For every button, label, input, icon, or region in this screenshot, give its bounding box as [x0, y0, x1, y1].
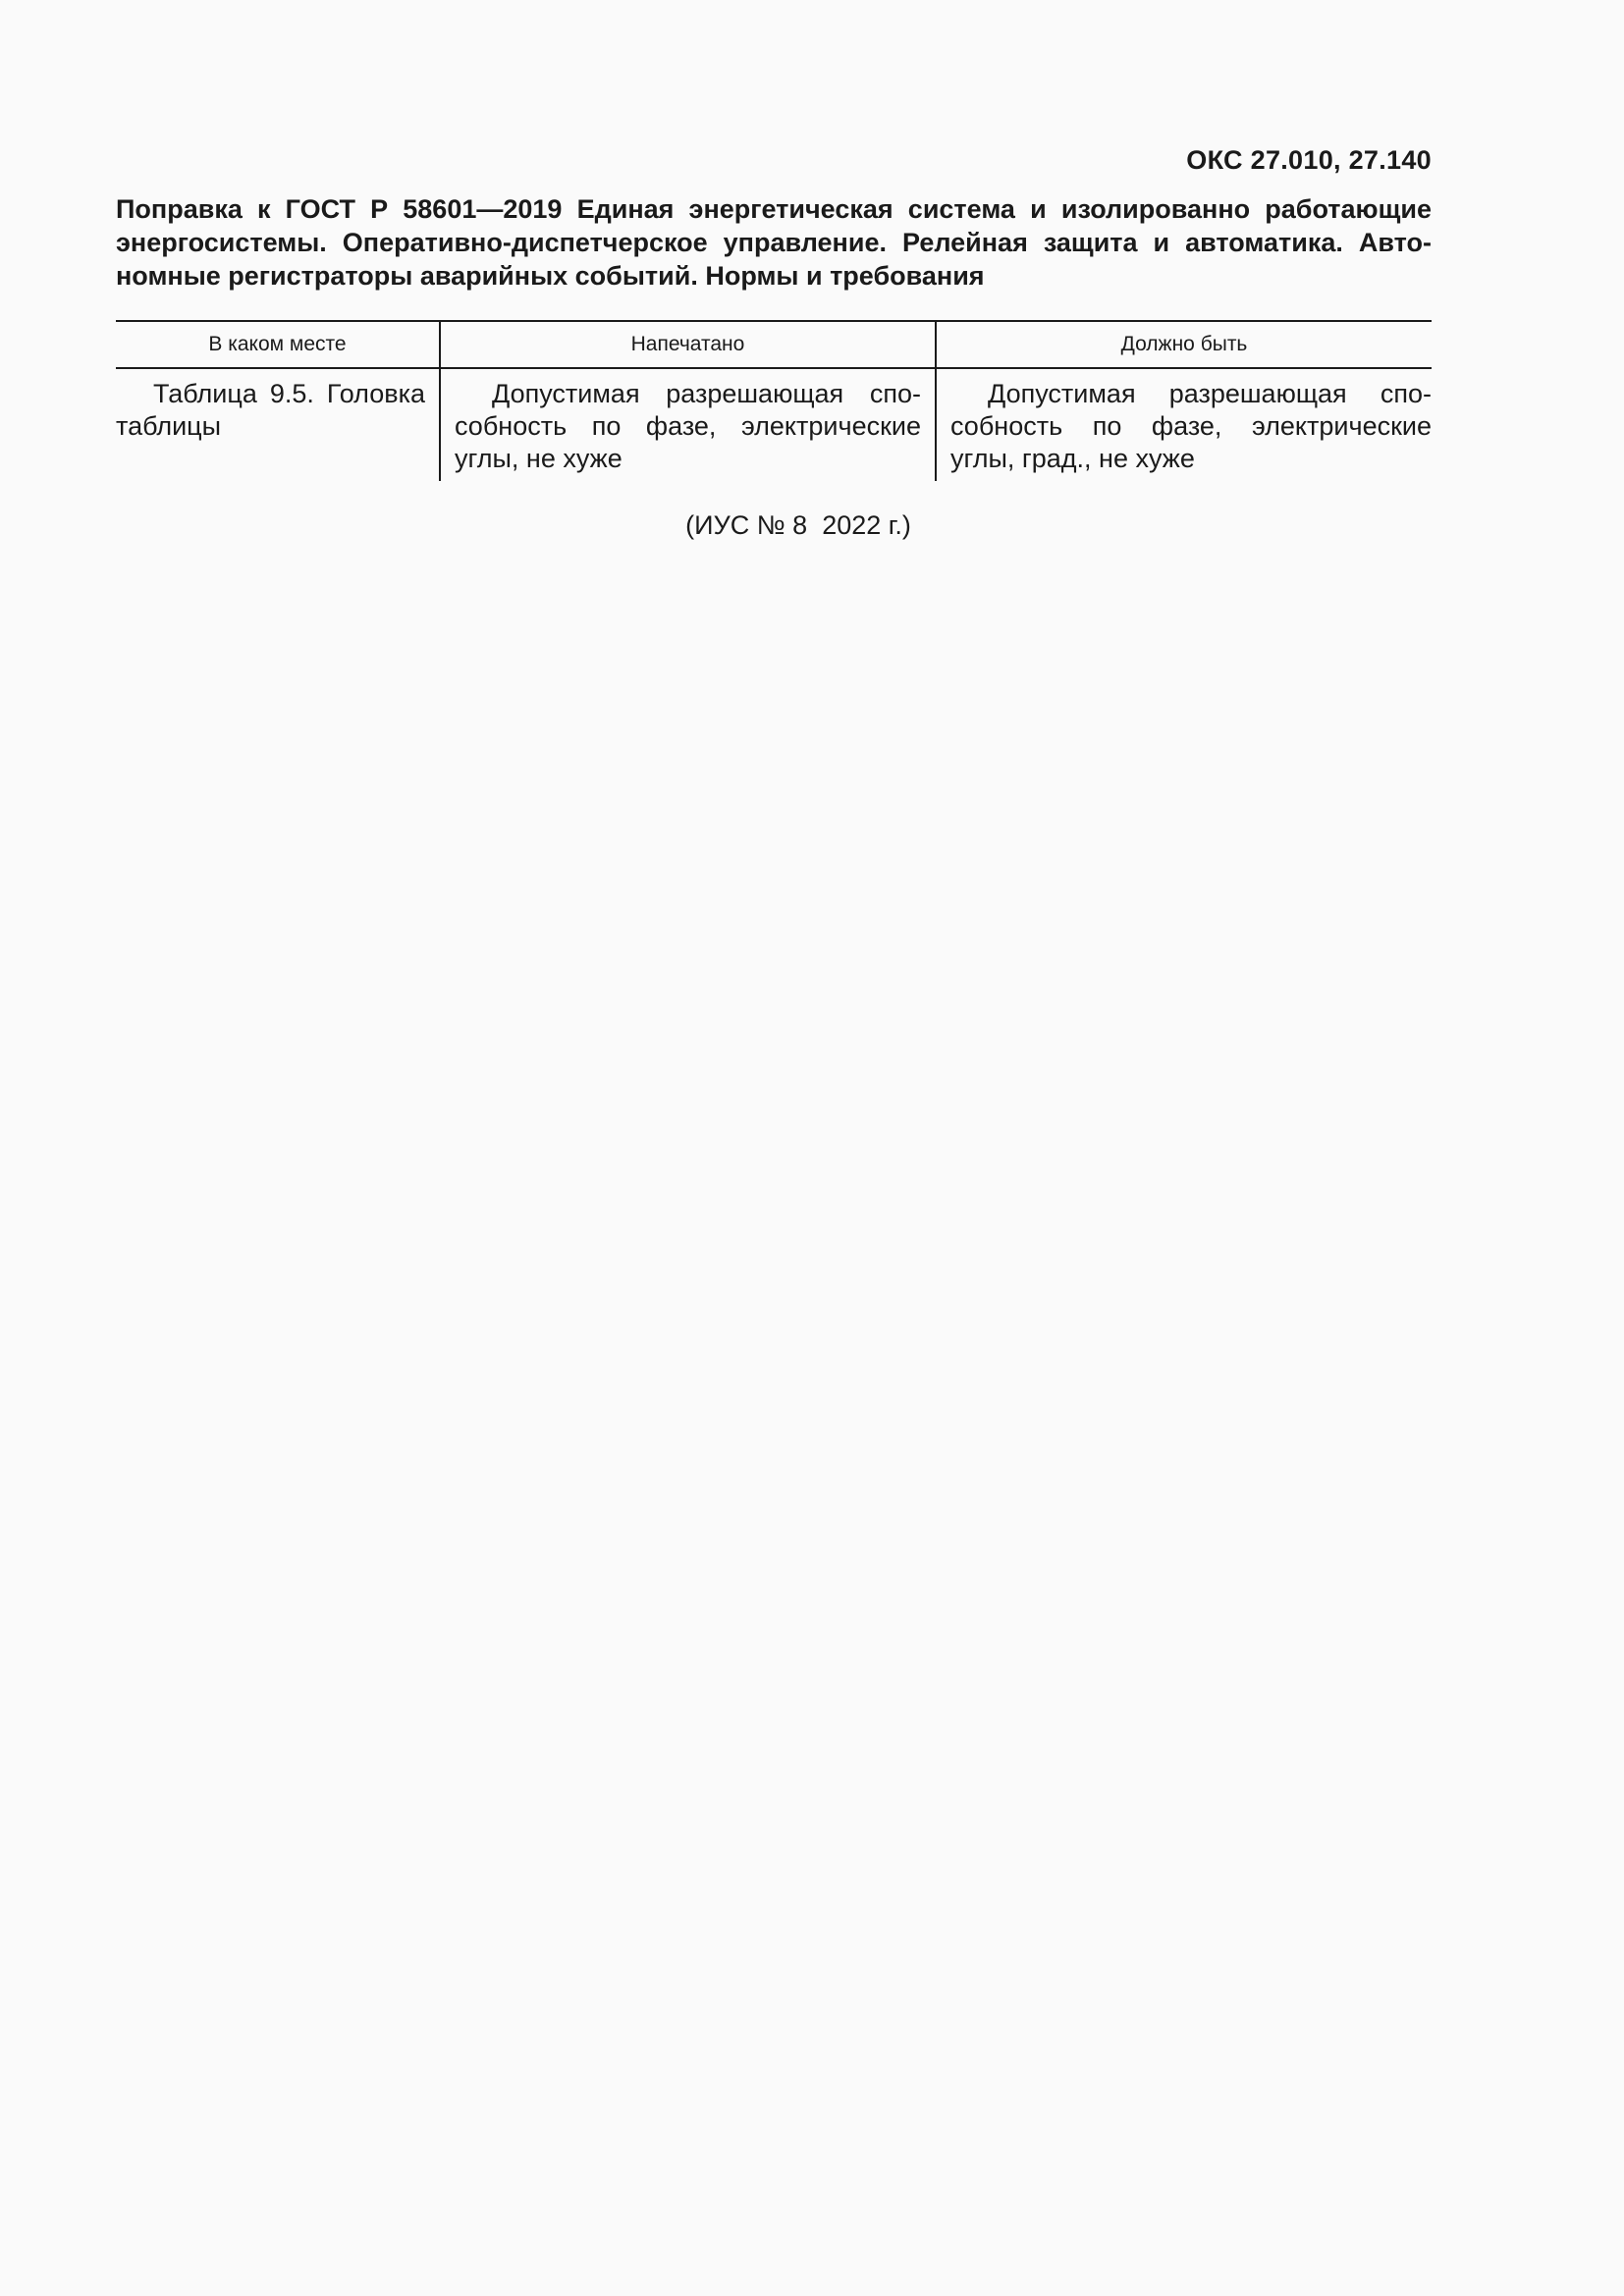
cell-should-be: Допустимая разрешающая способность по фазе, электрические углы, град., не хуже [950, 379, 1432, 473]
amendment-table [116, 320, 1432, 481]
column-header-place: В каком месте [116, 321, 440, 368]
cell-place: Таблица 9.5. Головка таблицы [116, 368, 440, 481]
document-title: Поправка к ГОСТ Р 58601—2019 Единая энергетическая система и изолированно работающие энергосистемы. Оперативно-диспетчерское управление. Релейная защита и автоматика. Автономные регистраторы аварийных событий. Нормы и требования [116, 194, 1432, 291]
column-header-should-be: Должно быть [936, 321, 1432, 368]
column-header-printed: Напечатано [440, 321, 936, 368]
table-header-row [116, 321, 1432, 368]
cell-printed: Допустимая разрешающая способность по фазе, электрические углы, не хуже [440, 368, 936, 481]
classifier-code: ОКС 27.010, 27.140 [1186, 145, 1432, 175]
table-row [116, 368, 1432, 481]
ius-reference: (ИУС № 8 2022 г.) [685, 510, 911, 540]
